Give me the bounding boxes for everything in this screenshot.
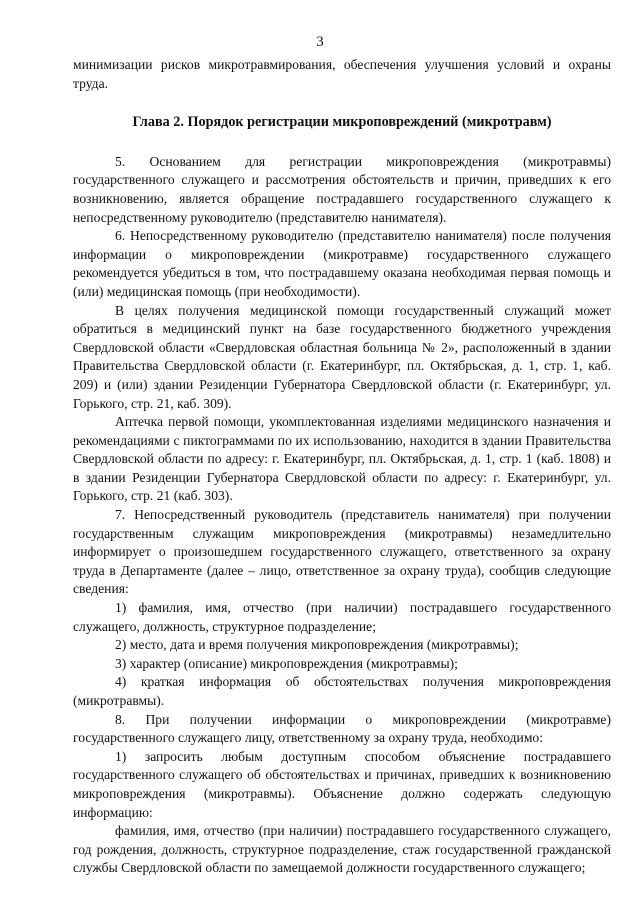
list-item-2: 2) место, дата и время получения микроповреждения (микротравмы); bbox=[115, 637, 519, 653]
document-body bbox=[73, 56, 611, 878]
paragraph-6: 6. Непосредственному руководителю (представителю нанимателя) после получения информации о микроповреждении (микротравме) государственного служащего рекомендуется убедиться в том, что пострадавшему оказана необходимая первая помощь и (или) медицинская помощь (при необходимости). bbox=[73, 228, 611, 299]
chapter-title: Глава 2. Порядок регистрации микроповреждений (микротравм) bbox=[132, 114, 552, 131]
sub-item-1: 1) запросить любым доступным способом объяснение пострадавшего государственного служащего об обстоятельствах и причинах, приведших к возникновению микроповреждения (микротравмы). Объяснение должно содержать следующую информацию: bbox=[73, 748, 611, 820]
list-item-4: 4) краткая информация об обстоятельствах получения микроповреждения (микротравмы). bbox=[73, 674, 611, 708]
paragraph-8: 8. При получении информации о микроповреждении (микротравме) государственного служащего лицу, ответственному за охрану труда, необходимо: bbox=[73, 711, 611, 746]
paragraph-medical-help: В целях получения медицинской помощи государственный служащий может обратиться в медицинский пункт на базе государственного бюджетного учреждения Свердловской области «Свердловская областная больница № 2», расположенный в здании Правительства Свердловской области (г. Екатеринбург, пл. Октябрьская, д. 1, стр. 1, каб. 209) и (или) здании Резиденции Губернатора Свердловской области (г. Екатеринбург, ул. Горького, стр. 21, каб. 309). bbox=[73, 302, 611, 411]
list-item-1: 1) фамилия, имя, отчество (при наличии) пострадавшего государственного служащего, должность, структурное подразделение; bbox=[73, 600, 611, 634]
page-number: 3 bbox=[316, 34, 324, 50]
paragraph-first-aid-kit: Аптечка первой помощи, укомплектованная изделиями медицинского назначения и рекомендациями с пиктограммами по их использованию, находится в здании Правительства Свердловской области по адресу: г. Екатеринбург, пл. Октябрьская, д. 1, стр. 1 (каб. 1808) и в здании Резиденции Губернатора Свердловской области по адресу: г. Екатеринбург, ул. Горького, стр. 21 (каб. 303). bbox=[73, 414, 611, 504]
continuation-text: минимизации рисков микротравмирования, обеспечения улучшения условий и охраны труда. bbox=[73, 57, 611, 91]
list-item-3: 3) характер (описание) микроповреждения (микротравмы); bbox=[115, 655, 458, 671]
explanation-contents: фамилия, имя, отчество (при наличии) пострадавшего государственного служащего, год рождения, должность, структурное подразделение, стаж государственной гражданской службы Свердловской области по замещаемой должности государственного служащего; bbox=[73, 823, 611, 876]
paragraph-7: 7. Непосредственный руководитель (представитель нанимателя) при получении государственным служащим микроповреждения (микротравмы) незамедлительно информирует о произошедшем государственного служащего, ответственного за охрану труда в Департаменте (далее – лицо, ответственное за охрану труда), сообщив следующие сведения: bbox=[73, 507, 611, 597]
paragraph-5: 5. Основанием для регистрации микроповреждения (микротравмы) государственного служащего и рассмотрения обстоятельств и причин, приведших к его возникновению, является обращение пострадавшего государственного служащего к непосредственному руководителю (представителю нанимателя). bbox=[73, 153, 611, 225]
